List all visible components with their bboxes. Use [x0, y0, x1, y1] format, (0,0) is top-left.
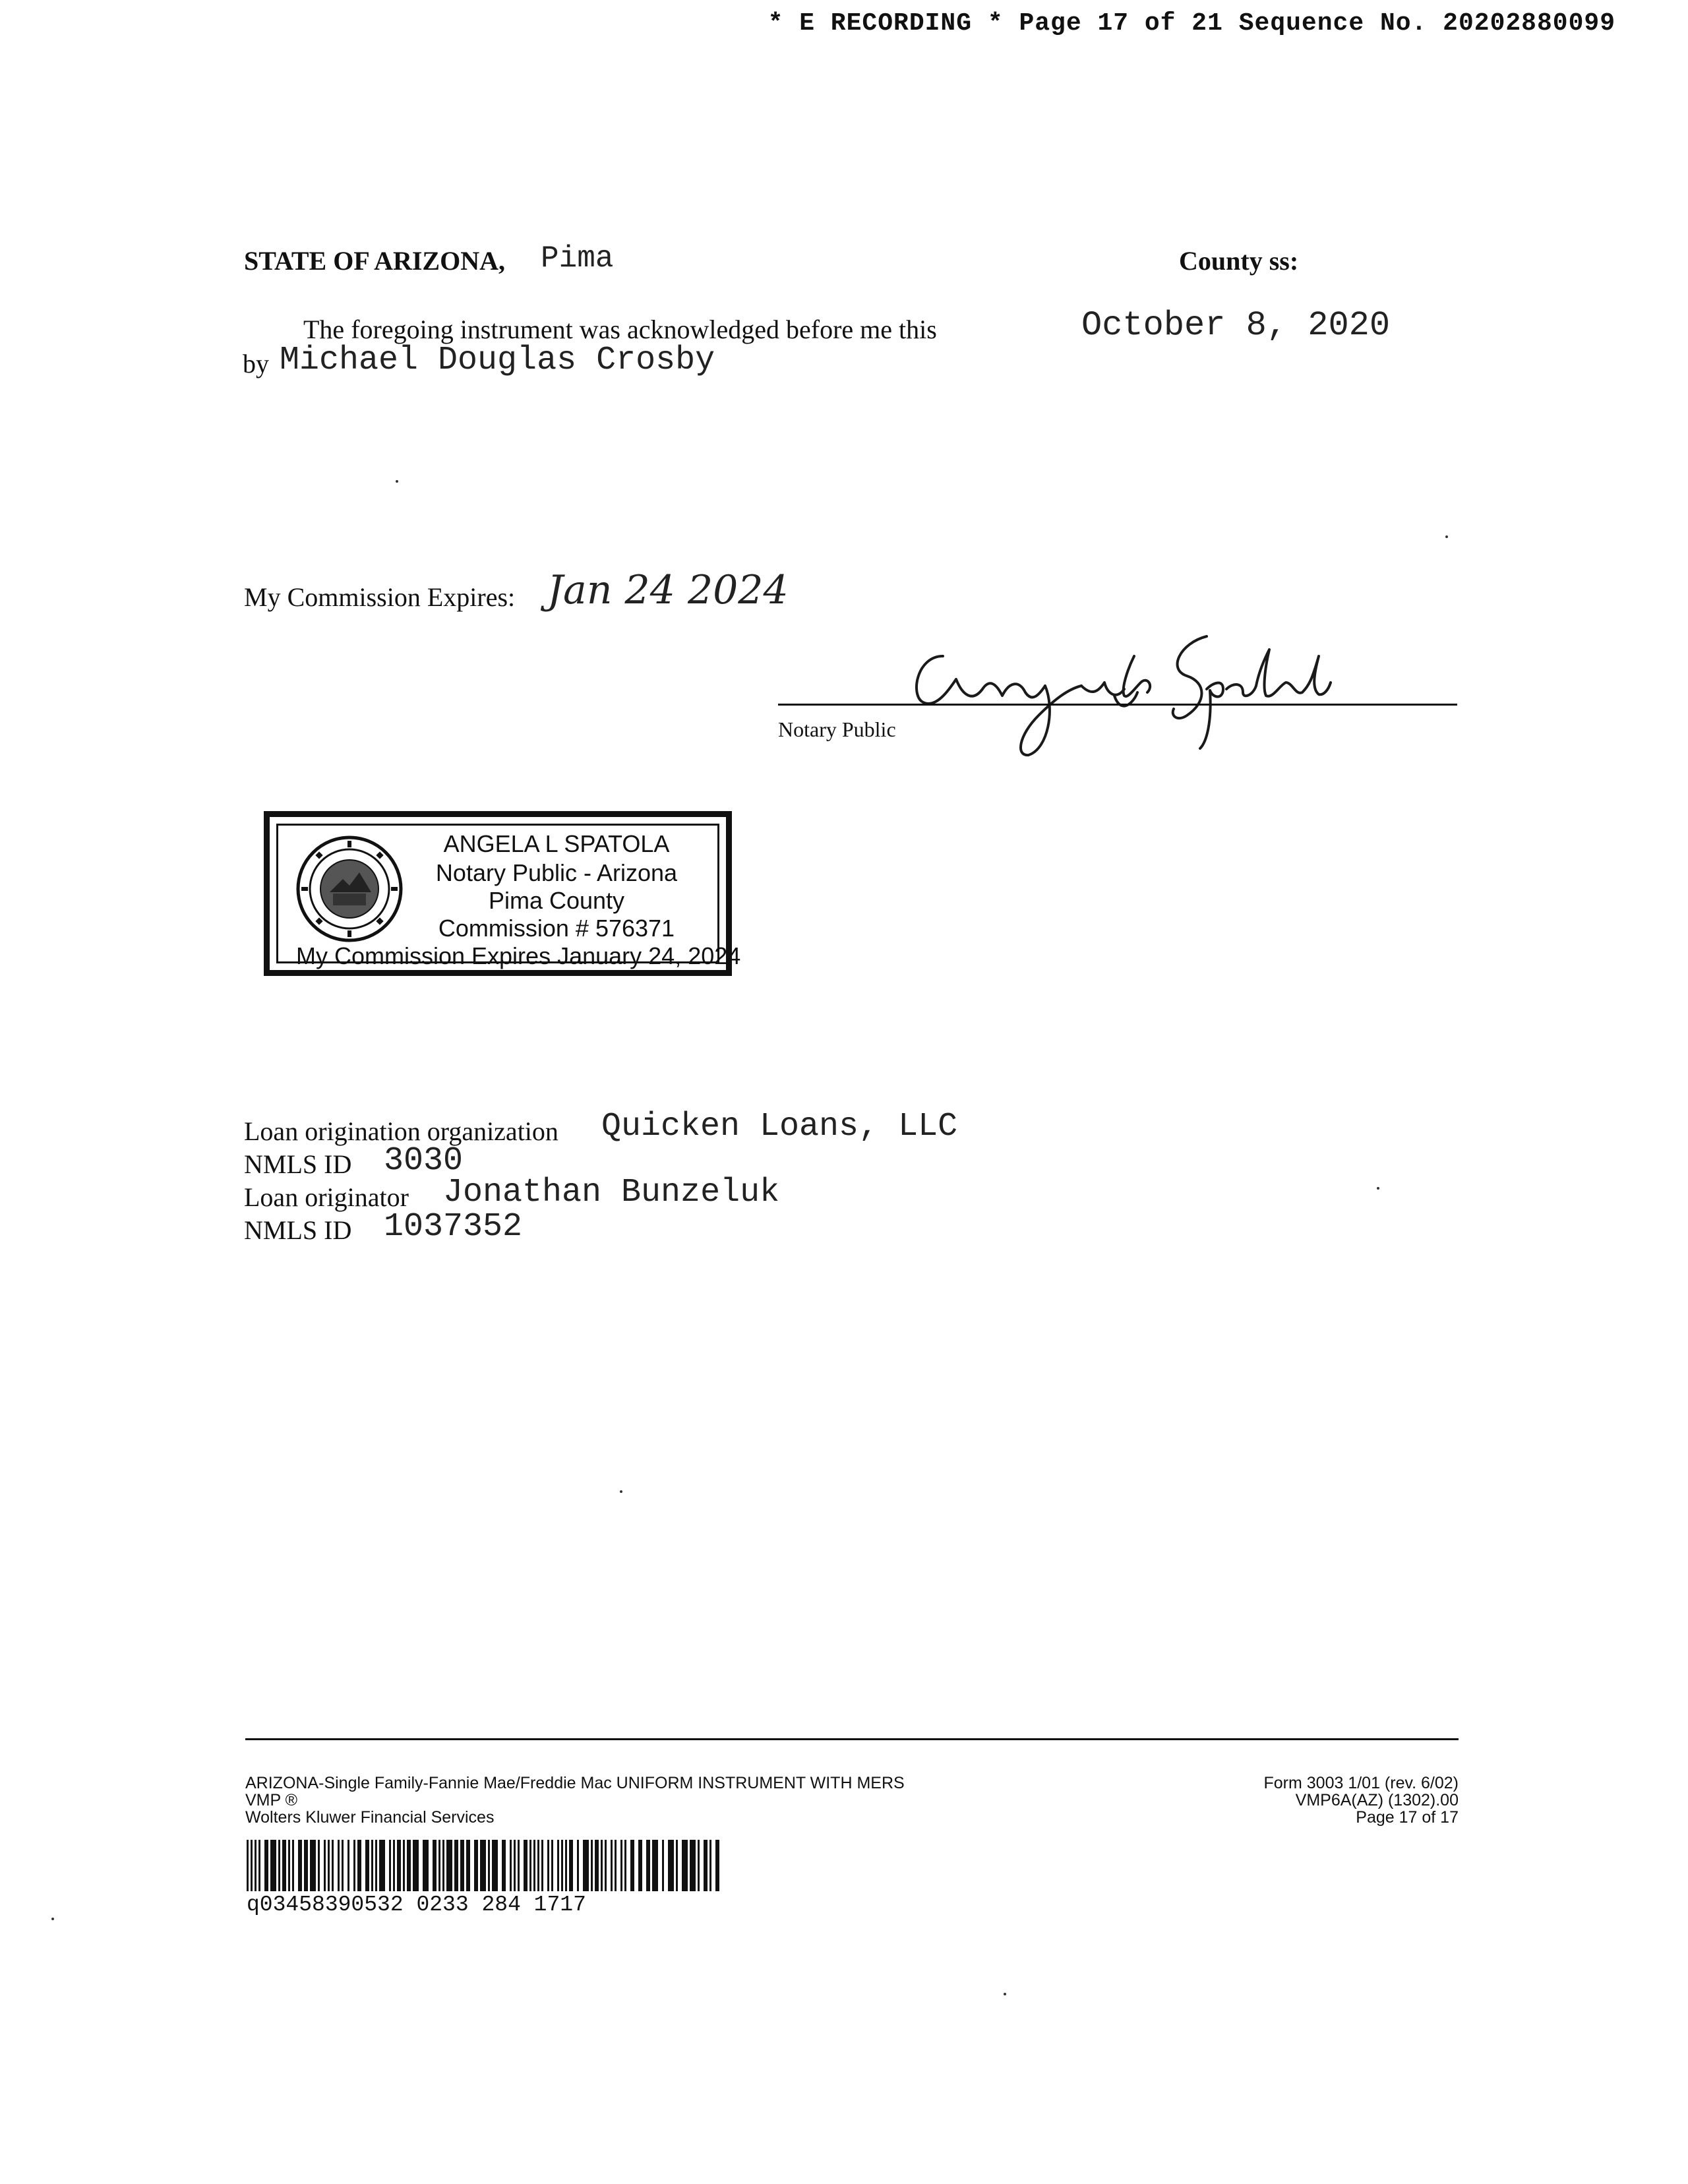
barcode-bar	[601, 1840, 603, 1891]
barcode-bar	[611, 1840, 613, 1891]
nmls-id-label-2: NMLS ID	[244, 1215, 352, 1245]
barcode-bar	[620, 1840, 622, 1891]
barcode-bar	[442, 1840, 444, 1891]
barcode-bar	[518, 1840, 520, 1891]
barcode-bar	[379, 1840, 385, 1891]
barcode-bar	[270, 1840, 276, 1891]
barcode-bar	[247, 1840, 249, 1891]
notary-stamp	[264, 811, 741, 976]
scan-speck	[51, 1918, 54, 1920]
barcode-bar	[474, 1840, 478, 1891]
nmls-id-value-2: 1037352	[384, 1208, 523, 1246]
stamp-commission-number: Commission # 576371	[438, 915, 675, 942]
barcode-bar	[423, 1840, 429, 1891]
barcode-bar	[292, 1840, 294, 1891]
nmls-id-value-1: 3030	[384, 1142, 464, 1180]
barcode-bar	[397, 1840, 401, 1891]
barcode-bar	[537, 1840, 539, 1891]
barcode-bar	[278, 1840, 280, 1891]
loan-origination-org-value: Quicken Loans, LLC	[601, 1108, 958, 1145]
notary-signature	[897, 617, 1332, 762]
footer-page-number: Page 17 of 17	[1356, 1808, 1459, 1827]
barcode-text: q03458390532 0233 284 1717	[247, 1893, 586, 1917]
barcode-bar	[310, 1840, 316, 1891]
barcode-bar	[488, 1840, 490, 1891]
barcode-bar	[371, 1840, 373, 1891]
footer-publisher: Wolters Kluwer Financial Services	[245, 1808, 495, 1827]
scan-speck	[396, 480, 398, 483]
barcode-bar	[282, 1840, 286, 1891]
barcode-bar	[480, 1840, 486, 1891]
barcode-bar	[676, 1840, 678, 1891]
barcode-bar	[605, 1840, 607, 1891]
barcode-bar	[624, 1840, 626, 1891]
barcode-bar	[595, 1840, 599, 1891]
barcode-bar	[298, 1840, 302, 1891]
barcode-bar	[668, 1840, 674, 1891]
barcode-bar	[433, 1840, 437, 1891]
footer-vmp-code: VMP6A(AZ) (1302).00	[1295, 1791, 1459, 1809]
loan-origination-org-label: Loan origination organization	[244, 1116, 558, 1146]
barcode-bar	[393, 1840, 395, 1891]
stamp-expiration: My Commission Expires January 24, 2024	[296, 942, 741, 969]
notary-public-label: Notary Public	[778, 717, 896, 741]
barcode-bar	[652, 1840, 658, 1891]
barcode-bar	[690, 1840, 696, 1891]
loan-originator-label: Loan originator	[244, 1182, 409, 1212]
barcode-bar	[569, 1840, 573, 1891]
scan-speck	[620, 1490, 622, 1493]
state-label: STATE OF ARIZONA,	[244, 246, 505, 276]
barcode-bar	[466, 1840, 470, 1891]
barcode-bar	[460, 1840, 464, 1891]
footer-vmp: VMP ®	[245, 1791, 298, 1809]
by-label: by	[243, 349, 269, 379]
scan-speck	[1445, 535, 1448, 538]
barcode-bar	[353, 1840, 355, 1891]
signature-line	[778, 704, 1457, 706]
barcode-bar	[577, 1840, 579, 1891]
barcode-bar	[591, 1840, 593, 1891]
barcode-bar	[662, 1840, 664, 1891]
acknowledgment-date: October 8, 2020	[1081, 306, 1391, 345]
barcode-bar	[533, 1840, 535, 1891]
barcode-bar	[565, 1840, 567, 1891]
state-seal-icon	[293, 833, 406, 945]
barcode-bar	[561, 1840, 563, 1891]
barcode-icon	[247, 1840, 721, 1891]
barcode-bar	[510, 1840, 512, 1891]
barcode-bar	[251, 1840, 253, 1891]
barcode-bar	[646, 1840, 650, 1891]
barcode-bar	[615, 1840, 617, 1891]
footer-instrument-title: ARIZONA-Single Family-Fannie Mae/Freddie Mac UNIFORM INSTRUMENT WITH MERS	[245, 1774, 905, 1792]
nmls-id-label-1: NMLS ID	[244, 1149, 352, 1179]
barcode-bar	[324, 1840, 326, 1891]
barcode-bar	[583, 1840, 589, 1891]
scan-speck	[1004, 1993, 1006, 1995]
barcode-bar	[338, 1840, 340, 1891]
barcode-bar	[514, 1840, 516, 1891]
barcode-bar	[715, 1840, 719, 1891]
barcode-bar	[357, 1840, 361, 1891]
barcode-bar	[365, 1840, 369, 1891]
loan-originator-value: Jonathan Bunzeluk	[443, 1174, 780, 1211]
commission-label: My Commission Expires:	[244, 582, 516, 612]
barcode-bar	[492, 1840, 498, 1891]
barcode-bar	[557, 1840, 559, 1891]
signer-name: Michael Douglas Crosby	[280, 342, 715, 379]
barcode-bar	[342, 1840, 344, 1891]
barcode-bar	[258, 1840, 260, 1891]
stamp-name: ANGELA L SPATOLA	[443, 830, 670, 857]
barcode-bar	[682, 1840, 688, 1891]
commission-handwritten-date: Jan 24 2024	[547, 567, 789, 613]
barcode-bar	[704, 1840, 708, 1891]
barcode-bar	[502, 1840, 506, 1891]
barcode-bar	[446, 1840, 452, 1891]
recording-header: * E RECORDING * Page 17 of 21 Sequence No. 20202880099	[768, 9, 1615, 38]
barcode-bar	[403, 1840, 405, 1891]
barcode-bar	[638, 1840, 642, 1891]
barcode-bar	[524, 1840, 528, 1891]
barcode-bar	[407, 1840, 411, 1891]
barcode-bar	[413, 1840, 419, 1891]
footer-form-number: Form 3003 1/01 (rev. 6/02)	[1263, 1774, 1459, 1792]
barcode-bar	[389, 1840, 391, 1891]
barcode-bar	[541, 1840, 543, 1891]
stamp-county: Pima County	[488, 887, 625, 914]
barcode-bar	[318, 1840, 320, 1891]
barcode-bar	[328, 1840, 330, 1891]
barcode-bar	[709, 1840, 711, 1891]
barcode-bar	[332, 1840, 334, 1891]
barcode-bar	[454, 1840, 458, 1891]
barcode-bar	[288, 1840, 290, 1891]
county-name: Pima	[541, 241, 614, 276]
barcode-bar	[255, 1840, 256, 1891]
barcode-bar	[547, 1840, 549, 1891]
barcode-bar	[698, 1840, 700, 1891]
barcode-bar	[304, 1840, 308, 1891]
barcode-bar	[347, 1840, 349, 1891]
barcode-bar	[630, 1840, 634, 1891]
barcode-bar	[375, 1840, 377, 1891]
scan-speck	[1377, 1187, 1379, 1190]
county-label: County ss:	[1179, 246, 1299, 276]
barcode-bar	[264, 1840, 268, 1891]
barcode-bar	[551, 1840, 553, 1891]
foregoing-text: The foregoing instrument was acknowledged before me this	[303, 315, 937, 344]
barcode-bar	[529, 1840, 531, 1891]
barcode-bar	[438, 1840, 440, 1891]
stamp-title: Notary Public - Arizona	[435, 859, 678, 886]
footer-divider	[245, 1738, 1459, 1740]
